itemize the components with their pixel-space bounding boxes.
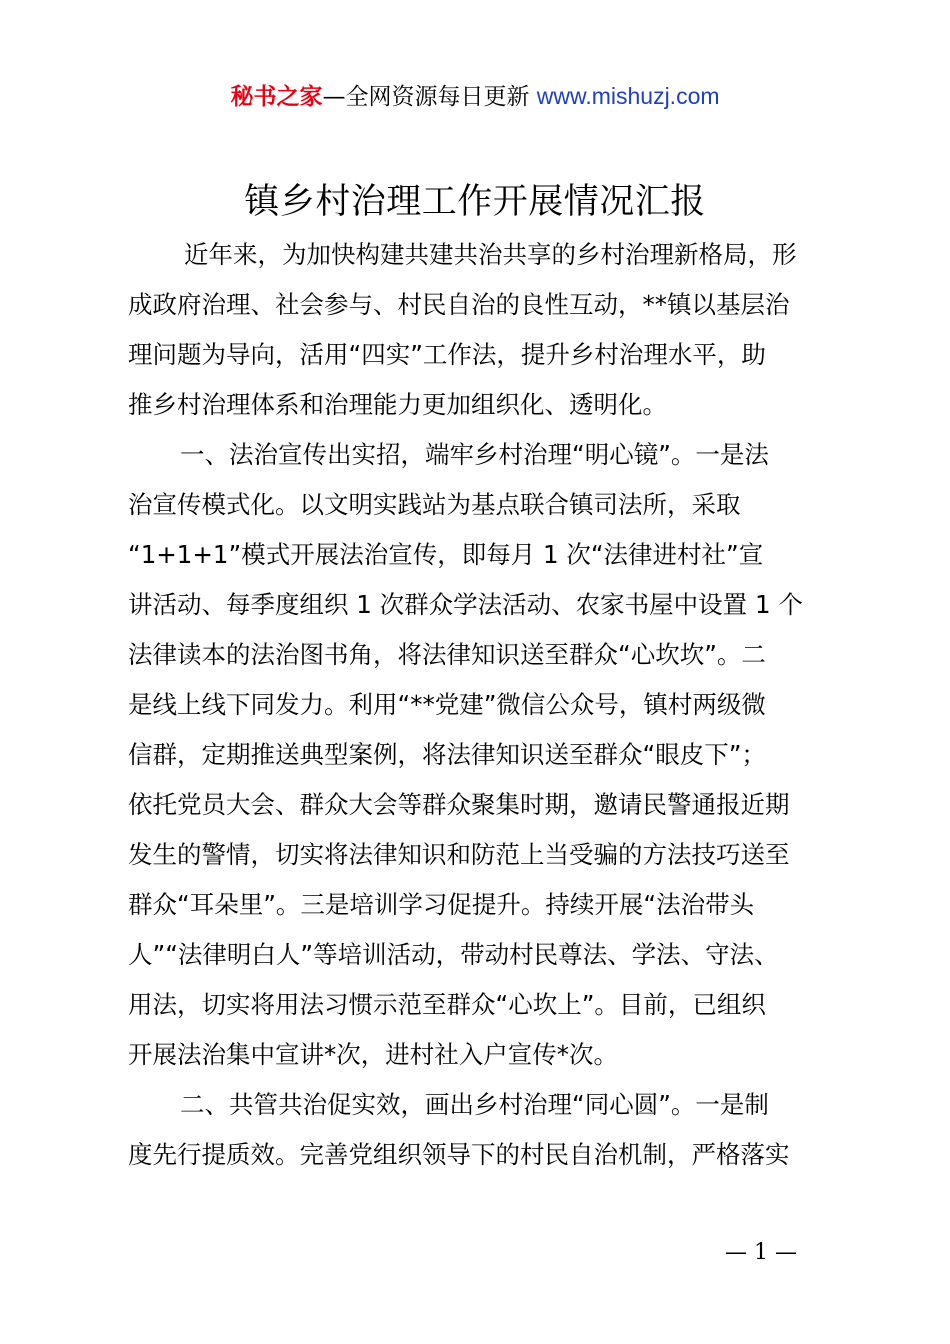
body-line-15: 人”“法律明白人”等培训活动，带动村民尊法、学法、守法、 — [128, 940, 779, 969]
body-line-3: 理问题为导向，活用“四实”工作法，提升乡村治理水平，助 — [128, 340, 766, 369]
site-header — [0, 80, 950, 113]
body-line-14: 群众“耳朵里”。三是培训学习促提升。持续开展“法治带头 — [128, 890, 755, 919]
body-line-19: 度先行提质效。完善党组织领导下的村民自治机制，严格落实 — [128, 1140, 790, 1169]
body-line-13: 发生的警情，切实将法律知识和防范上当受骗的方法技巧送至 — [128, 840, 790, 869]
body-line-1: 近年来，为加快构建共建共治共享的乡村治理新格局，形 — [184, 240, 797, 269]
body-line-16: 用法，切实将用法习惯示范至群众“心坎上”。目前，已组织 — [128, 990, 766, 1019]
body-line-4: 推乡村治理体系和治理能力更加组织化、透明化。 — [128, 390, 667, 419]
body-line-11: 信群，定期推送典型案例，将法律知识送至群众“眼皮下”； — [128, 740, 766, 769]
body-line-5: 一、法治宣传出实招，端牢乡村治理“明心镜”。一是法 — [180, 440, 769, 469]
site-tagline: —全网资源每日更新 — [322, 84, 530, 110]
body-line-10: 是线上线下同发力。利用“**党建”微信公众号，镇村两级微 — [128, 690, 766, 719]
site-url-link[interactable]: www.mishuzj.com — [536, 83, 720, 109]
body-line-12: 依托党员大会、群众大会等群众聚集时期，邀请民警通报近期 — [128, 790, 790, 819]
body-line-6: 治宣传模式化。以文明实践站为基点联合镇司法所，采取 — [128, 490, 741, 519]
document-title: 镇乡村治理工作开展情况汇报 — [244, 182, 706, 222]
body-line-18: 二、共管共治促实效，画出乡村治理“同心圆”。一是制 — [180, 1090, 769, 1119]
body-line-7: “1+1+1”模式开展法治宣传，即每月 1 次“法律进村社”宣 — [128, 540, 764, 569]
body-line-17: 开展法治集中宣讲*次，进村社入户宣传*次。 — [128, 1040, 618, 1069]
body-line-2: 成政府治理、社会参与、村民自治的良性互动，**镇以基层治 — [128, 290, 790, 319]
document-body — [128, 230, 840, 1180]
site-brand: 秘书之家 — [230, 84, 323, 110]
body-line-9: 法律读本的法治图书角，将法律知识送至群众“心坎坎”。二 — [128, 640, 766, 669]
page-number: — 1 — — [725, 1240, 797, 1265]
body-line-8: 讲活动、每季度组织 1 次群众学法活动、农家书屋中设置 1 个 — [128, 590, 803, 619]
